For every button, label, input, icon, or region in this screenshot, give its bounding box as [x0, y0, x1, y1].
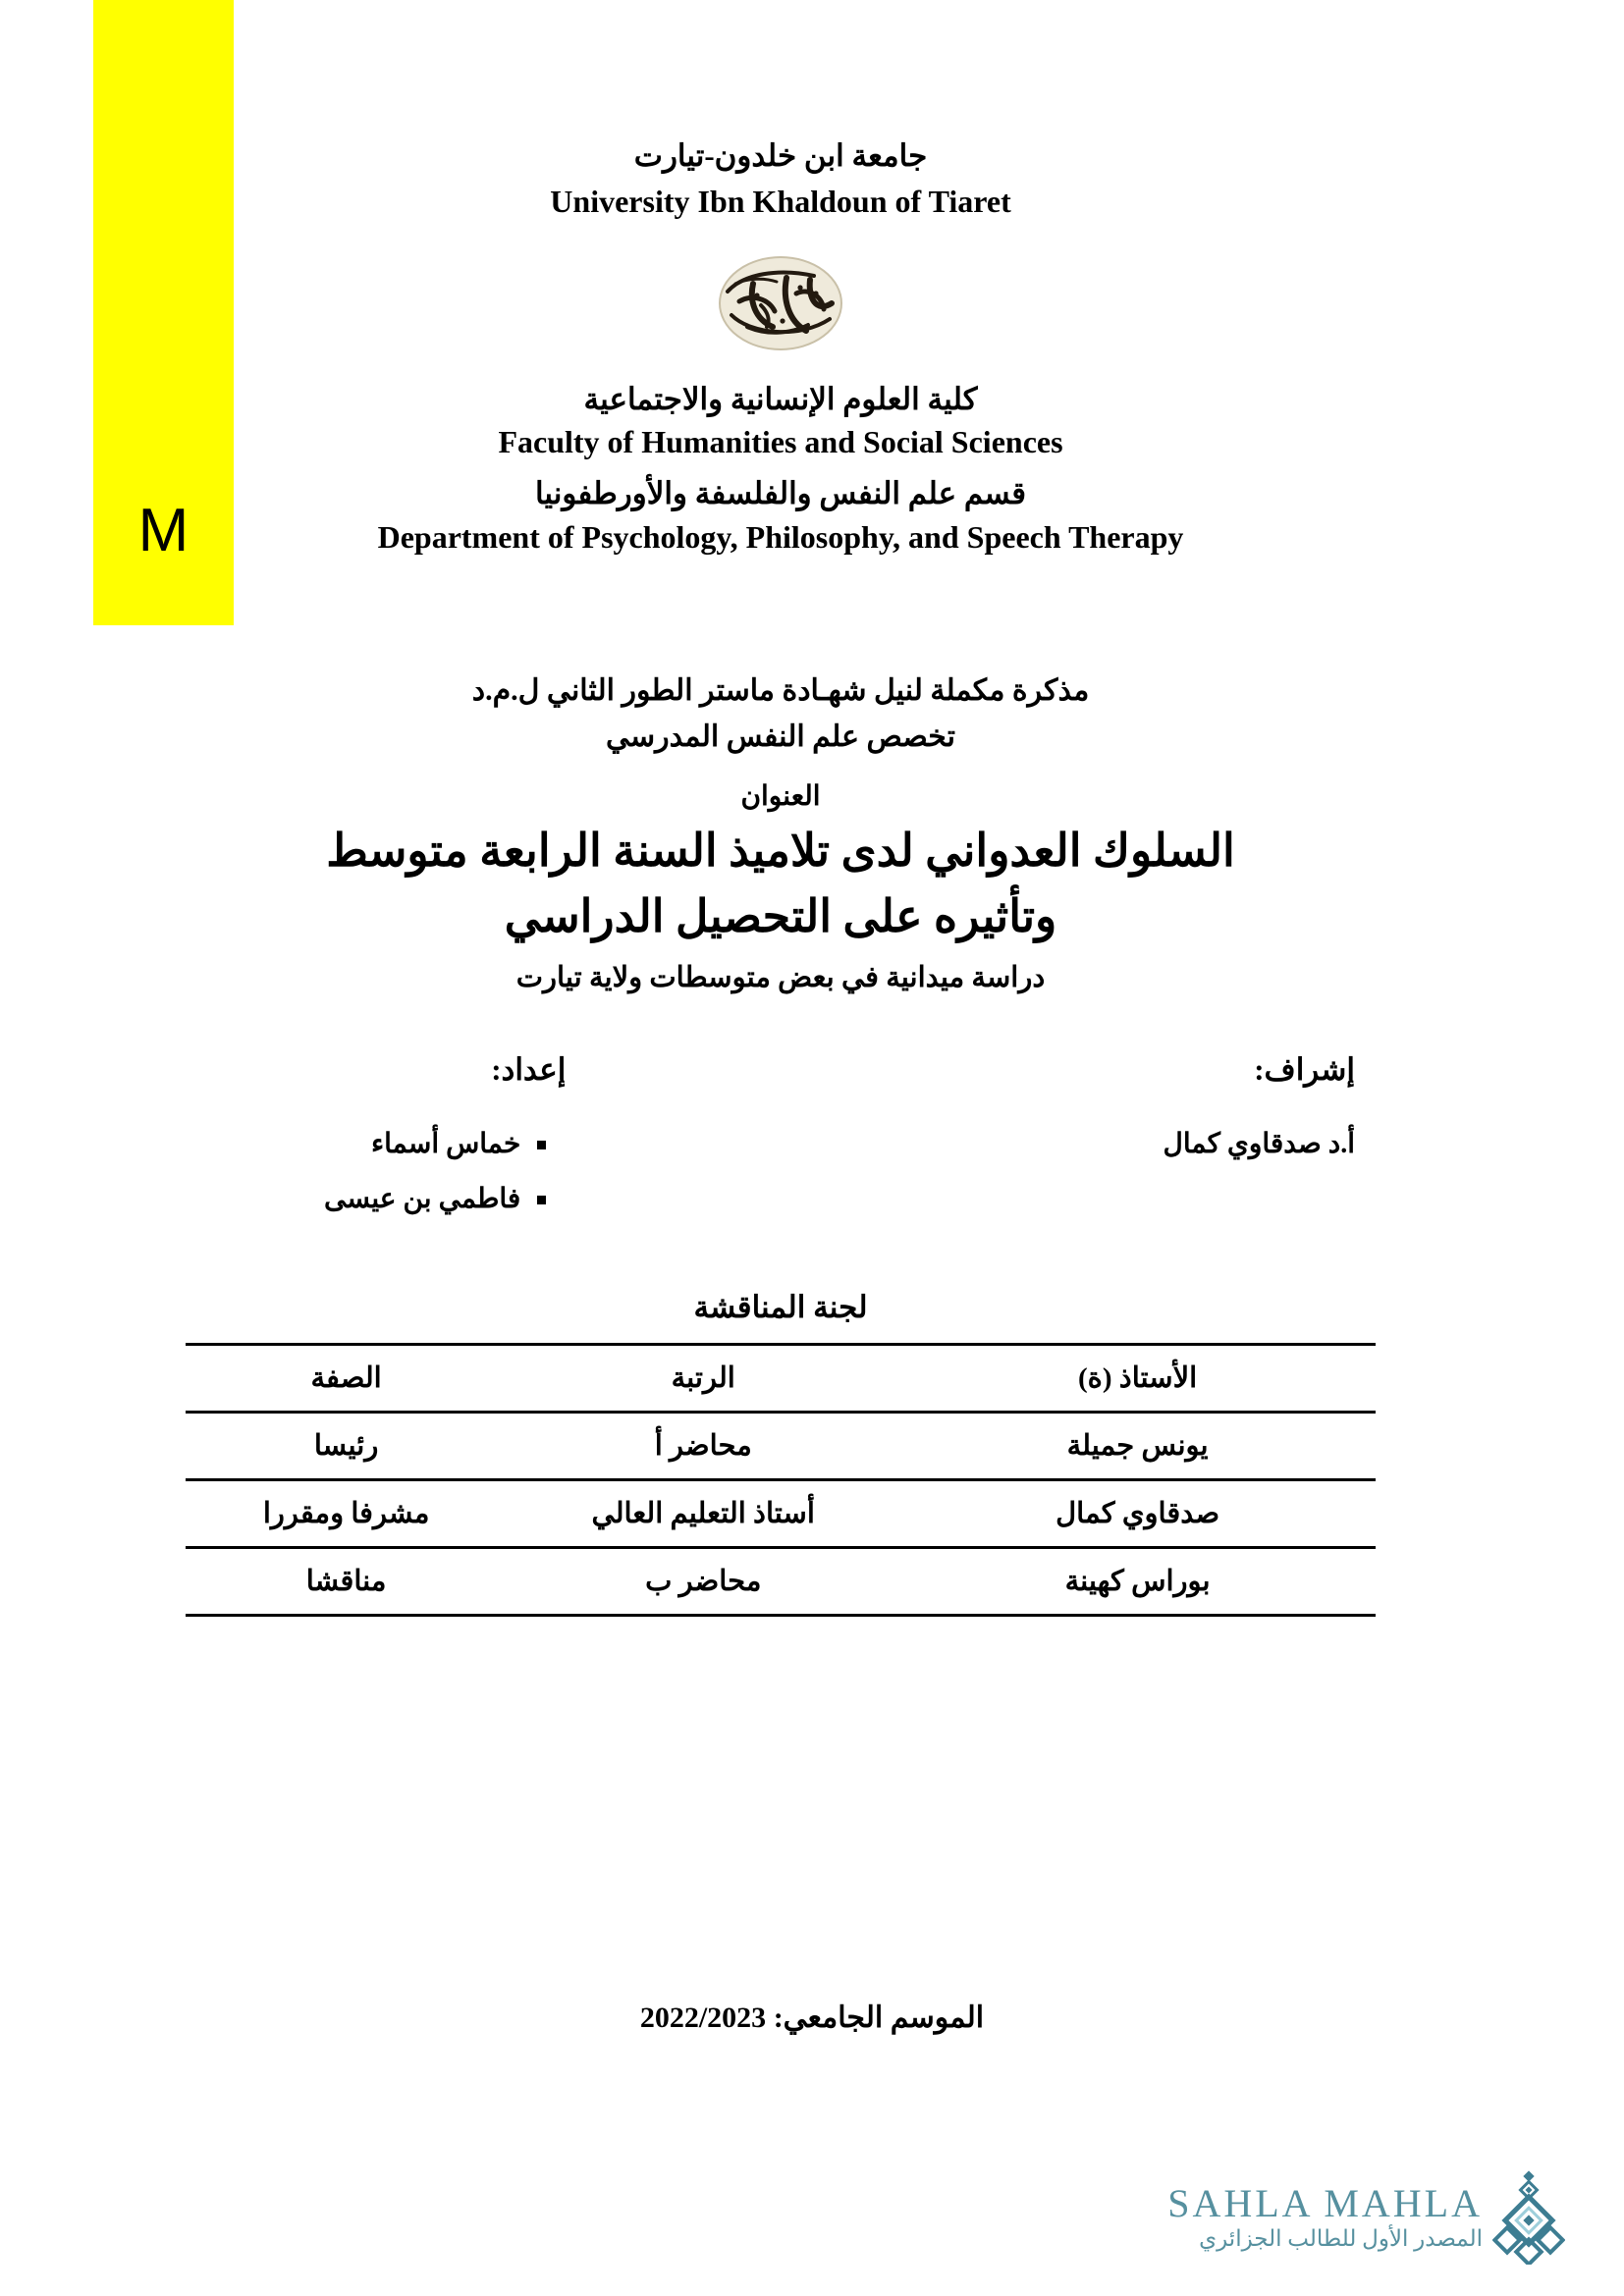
institution-header — [177, 0, 1384, 559]
supervisor-name: أ.د صدقاوي كمال — [1163, 1129, 1355, 1160]
university-name-arabic: جامعة ابن خلدون-تيارت — [633, 138, 928, 173]
authors-column — [324, 1052, 566, 1227]
table-row — [186, 1548, 1376, 1616]
faculty-name-arabic: كلية العلوم الإنسانية والاجتماعية — [583, 382, 978, 417]
cell-professor: صدقاوي كمال — [899, 1480, 1376, 1548]
cell-role: رئيسا — [186, 1413, 507, 1480]
cell-professor: يونس جميلة — [899, 1413, 1376, 1480]
page-content — [177, 0, 1384, 2296]
thesis-title-line-1: السلوك العدواني لدى تلاميذ السنة الرابعة متوسط — [326, 826, 1235, 877]
column-header-rank: الرتبة — [507, 1345, 899, 1413]
academic-year: الموسم الجامعي: 2022/2023 — [639, 2002, 985, 2034]
department-name-english: Department of Psychology, Philosophy, and Speech Therapy — [377, 518, 1184, 555]
marker-letter-m: M — [137, 497, 189, 564]
department-name-arabic: قسم علم النفس والفلسفة والأورطفونيا — [534, 476, 1027, 511]
thesis-title-line-2: وتأثيره على التحصيل الدراسي — [504, 891, 1057, 942]
cell-professor: بوراس كهينة — [899, 1548, 1376, 1616]
table-row — [186, 1480, 1376, 1548]
cell-rank: محاضر ب — [507, 1548, 899, 1616]
list-item: خماس أسماء — [324, 1117, 546, 1172]
supervisor-column — [1164, 1052, 1355, 1227]
cell-rank: محاضر أ — [507, 1413, 899, 1480]
watermark-tagline: المصدر الأول للطالب الجزائري — [1199, 2226, 1483, 2251]
university-seal-icon — [692, 244, 869, 362]
cell-rank: أستاذ التعليم العالي — [507, 1480, 899, 1548]
column-header-professor: الأستاذ (ة) — [899, 1345, 1376, 1413]
degree-statement: مذكرة مكملة لنيل شهـادة ماستر الطور الثاني ل.م.د — [471, 674, 1090, 708]
column-header-role: الصفة — [186, 1345, 507, 1413]
thesis-subtitle: دراسة ميدانية في بعض متوسطات ولاية تيارت — [515, 961, 1046, 993]
cell-role: مشرفا ومقررا — [186, 1480, 507, 1548]
table-header-row — [186, 1345, 1376, 1413]
committee-table — [186, 1343, 1376, 1617]
committee-heading: لجنة المناقشة — [693, 1290, 868, 1325]
list-item: فاطمي بن عيسى — [324, 1172, 546, 1227]
thesis-details — [177, 668, 1384, 997]
authors-list — [324, 1117, 566, 1227]
university-name-english: University Ibn Khaldoun of Tiaret — [550, 183, 1011, 219]
supervisor-label: إشراف: — [1254, 1052, 1355, 1088]
specialty-statement: تخصص علم النفس المدرسي — [606, 720, 955, 753]
watermark-brand-name: SAHLA MAHLA — [1167, 2181, 1483, 2225]
sahla-mahla-logo-icon — [1492, 2170, 1565, 2265]
faculty-name-english: Faculty of Humanities and Social Sciences — [498, 424, 1063, 460]
watermark-text — [1167, 2183, 1483, 2252]
authors-supervisor-section — [177, 1052, 1384, 1227]
title-label: العنوان — [740, 781, 821, 813]
cell-role: مناقشا — [186, 1548, 507, 1616]
authors-label: إعداد: — [491, 1052, 567, 1088]
table-row — [186, 1413, 1376, 1480]
sahla-mahla-watermark — [1167, 2170, 1565, 2265]
